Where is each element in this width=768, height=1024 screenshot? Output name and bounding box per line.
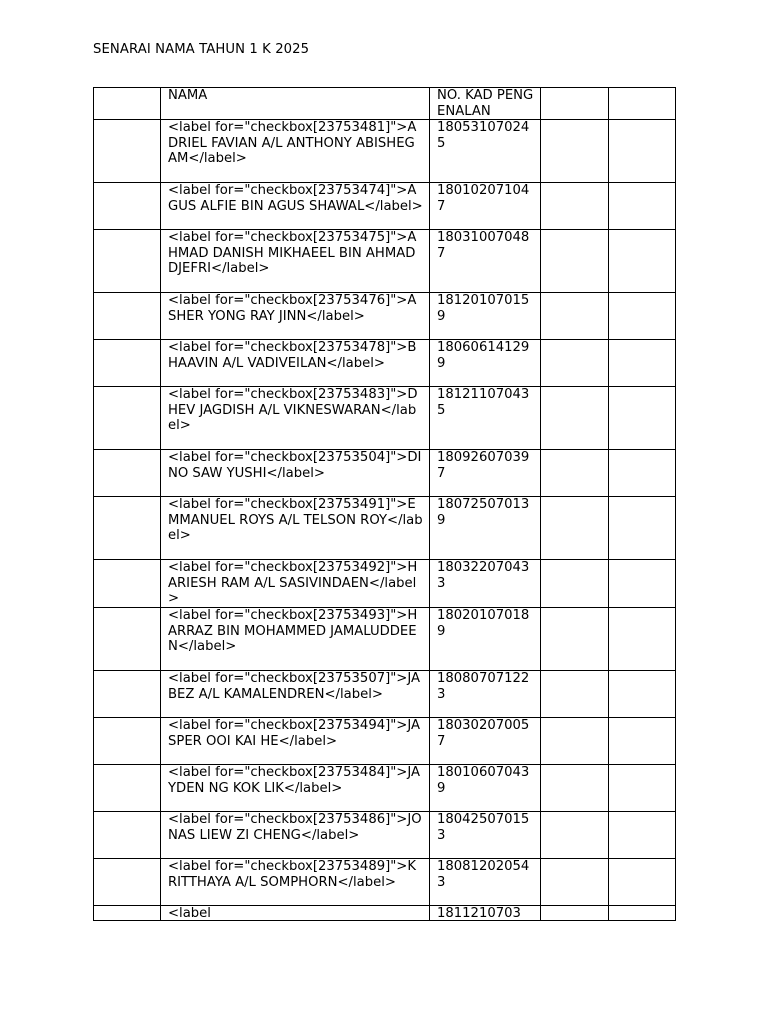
- row-number-cell: [94, 450, 161, 497]
- row-number-cell: [94, 340, 161, 387]
- ic-number-cell: 180201070189: [430, 607, 541, 670]
- table-row: [94, 293, 676, 340]
- empty-cell: [609, 293, 676, 340]
- header-nama: NAMA: [161, 88, 430, 120]
- empty-cell: [609, 340, 676, 387]
- ic-number-cell: 180310070487: [430, 230, 541, 293]
- empty-cell: [609, 450, 676, 497]
- empty-cell: [609, 497, 676, 560]
- empty-cell: [609, 183, 676, 230]
- empty-cell: [609, 811, 676, 858]
- ic-number-cell: 181211070435: [430, 387, 541, 450]
- ic-number-cell-text: 1811210703: [437, 905, 521, 920]
- student-name-cell: [161, 905, 430, 920]
- empty-cell: [541, 811, 609, 858]
- table-header-row: [94, 88, 676, 120]
- empty-cell: [541, 858, 609, 905]
- empty-cell: [541, 450, 609, 497]
- empty-cell: [609, 387, 676, 450]
- student-name-cell: <label for="checkbox[23753507]">JABEZ A/L KAMALENDREN</label>: [161, 670, 430, 717]
- ic-number-cell: 181201070159: [430, 293, 541, 340]
- ic-number-cell: [430, 905, 541, 920]
- row-number-cell: [94, 497, 161, 560]
- empty-cell: [541, 717, 609, 764]
- row-number-cell: [94, 764, 161, 811]
- ic-number-cell: 180302070057: [430, 717, 541, 764]
- empty-cell: [609, 230, 676, 293]
- row-number-cell: [94, 387, 161, 450]
- ic-number-cell: 180425070153: [430, 811, 541, 858]
- table-row: [94, 183, 676, 230]
- ic-number-cell: 180606141299: [430, 340, 541, 387]
- ic-number-cell: 180102071047: [430, 183, 541, 230]
- student-name-cell: <label for="checkbox[23753489]">KRITTHAYA A/L SOMPHORN</label>: [161, 858, 430, 905]
- ic-number-cell: 180106070439: [430, 764, 541, 811]
- name-list-table: [93, 87, 676, 921]
- empty-cell: [609, 120, 676, 183]
- row-number-cell: [94, 230, 161, 293]
- empty-cell: [609, 858, 676, 905]
- empty-cell: [541, 560, 609, 608]
- row-number-cell: [94, 670, 161, 717]
- student-name-cell: <label for="checkbox[23753475]">AHMAD DANISH MIKHAEEL BIN AHMAD DJEFRI</label>: [161, 230, 430, 293]
- header-ic: NO. KAD PENGENALAN: [430, 88, 541, 120]
- empty-cell: [541, 120, 609, 183]
- table-row: [94, 905, 676, 920]
- ic-number-cell: 180807071223: [430, 670, 541, 717]
- student-name-cell: <label for="checkbox[23753504]">DINO SAW YUSHI</label>: [161, 450, 430, 497]
- empty-cell: [609, 905, 676, 920]
- student-name-cell: <label for="checkbox[23753476]">ASHER YONG RAY JINN</label>: [161, 293, 430, 340]
- empty-cell: [541, 905, 609, 920]
- header-cell-blank: [609, 88, 676, 120]
- ic-number-cell: 180812020543: [430, 858, 541, 905]
- table-row: [94, 811, 676, 858]
- empty-cell: [541, 230, 609, 293]
- row-number-cell: [94, 183, 161, 230]
- empty-cell: [541, 183, 609, 230]
- row-number-cell: [94, 717, 161, 764]
- row-number-cell: [94, 560, 161, 608]
- student-name-cell: <label for="checkbox[23753492]">HARIESH RAM A/L SASIVINDAEN</label>: [161, 560, 430, 608]
- empty-cell: [609, 764, 676, 811]
- row-number-cell: [94, 905, 161, 920]
- row-number-cell: [94, 811, 161, 858]
- ic-number-cell: 180725070139: [430, 497, 541, 560]
- table-row: [94, 230, 676, 293]
- empty-cell: [609, 717, 676, 764]
- empty-cell: [609, 607, 676, 670]
- empty-cell: [541, 293, 609, 340]
- row-number-cell: [94, 120, 161, 183]
- empty-cell: [541, 670, 609, 717]
- table-row: [94, 450, 676, 497]
- ic-number-cell: 180322070433: [430, 560, 541, 608]
- table-row: [94, 120, 676, 183]
- empty-cell: [541, 340, 609, 387]
- student-name-cell: <label for="checkbox[23753474]">AGUS ALFIE BIN AGUS SHAWAL</label>: [161, 183, 430, 230]
- student-name-cell: <label for="checkbox[23753494]">JASPER OOI KAI HE</label>: [161, 717, 430, 764]
- empty-cell: [541, 764, 609, 811]
- table-row: [94, 717, 676, 764]
- row-number-cell: [94, 858, 161, 905]
- ic-number-cell: 180531070245: [430, 120, 541, 183]
- student-name-cell: <label for="checkbox[23753478]">BHAAVIN A/L VADIVEILAN</label>: [161, 340, 430, 387]
- ic-number-cell: 180926070397: [430, 450, 541, 497]
- empty-cell: [541, 497, 609, 560]
- student-name-cell: <label for="checkbox[23753486]">JONAS LIEW ZI CHENG</label>: [161, 811, 430, 858]
- student-name-cell: <label for="checkbox[23753493]">HARRAZ BIN MOHAMMED JAMALUDDEEN</label>: [161, 607, 430, 670]
- table-row: [94, 607, 676, 670]
- student-name-cell: <label for="checkbox[23753483]">DHEV JAGDISH A/L VIKNESWARAN</label>: [161, 387, 430, 450]
- empty-cell: [541, 607, 609, 670]
- student-name-cell: <label for="checkbox[23753491]">EMMANUEL ROYS A/L TELSON ROY</label>: [161, 497, 430, 560]
- table-row: [94, 560, 676, 608]
- empty-cell: [609, 560, 676, 608]
- row-number-cell: [94, 293, 161, 340]
- header-cell-blank: [94, 88, 161, 120]
- table-row: [94, 387, 676, 450]
- page-title: SENARAI NAMA TAHUN 1 K 2025: [93, 42, 310, 57]
- student-name-cell-text: <label: [168, 905, 211, 920]
- header-cell-blank: [541, 88, 609, 120]
- table-row: [94, 764, 676, 811]
- student-name-cell: <label for="checkbox[23753481]">ADRIEL FAVIAN A/L ANTHONY ABISHEGAM</label>: [161, 120, 430, 183]
- student-name-cell: <label for="checkbox[23753484]">JAYDEN NG KOK LIK</label>: [161, 764, 430, 811]
- table-row: [94, 497, 676, 560]
- table-row: [94, 340, 676, 387]
- empty-cell: [541, 387, 609, 450]
- empty-cell: [609, 670, 676, 717]
- row-number-cell: [94, 607, 161, 670]
- table-row: [94, 670, 676, 717]
- table-row: [94, 858, 676, 905]
